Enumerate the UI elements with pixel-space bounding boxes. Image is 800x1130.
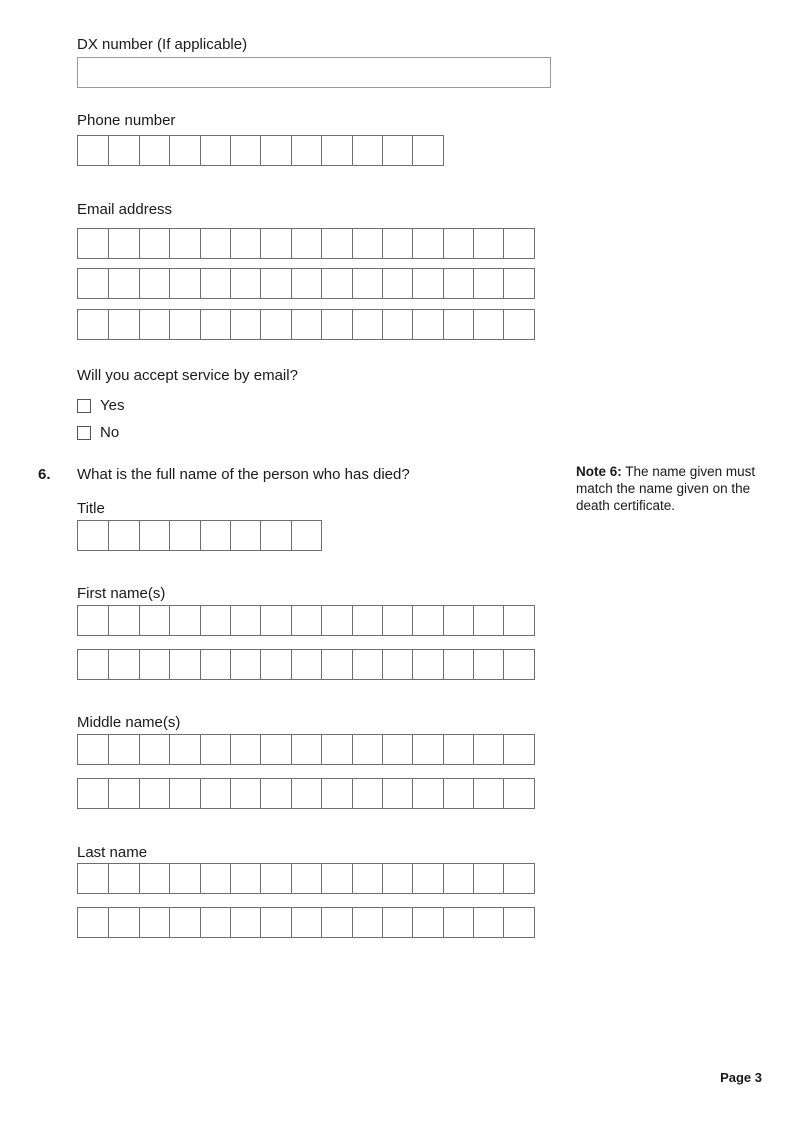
first-names-row-2[interactable] — [77, 649, 535, 680]
char-box[interactable] — [503, 735, 533, 764]
char-box[interactable] — [382, 908, 412, 937]
char-box[interactable] — [200, 229, 230, 258]
char-box[interactable] — [108, 735, 138, 764]
char-box[interactable] — [78, 521, 108, 550]
char-box[interactable] — [443, 908, 473, 937]
char-box[interactable] — [291, 779, 321, 808]
char-box[interactable] — [503, 310, 533, 339]
char-box[interactable] — [412, 136, 442, 165]
char-box[interactable] — [260, 650, 290, 679]
middle-names-label: Middle name(s) — [77, 714, 181, 731]
email-row-3[interactable] — [77, 309, 535, 340]
char-box[interactable] — [412, 779, 442, 808]
char-box[interactable] — [169, 136, 199, 165]
email-row-2[interactable] — [77, 268, 535, 299]
char-box[interactable] — [260, 136, 290, 165]
char-box[interactable] — [200, 606, 230, 635]
char-box[interactable] — [230, 908, 260, 937]
char-box[interactable] — [200, 310, 230, 339]
char-box[interactable] — [473, 735, 503, 764]
last-name-label: Last name — [77, 844, 148, 861]
char-box[interactable] — [412, 310, 442, 339]
char-box[interactable] — [291, 606, 321, 635]
first-names-row-1[interactable] — [77, 605, 535, 636]
char-box[interactable] — [108, 864, 138, 893]
char-box[interactable] — [321, 908, 351, 937]
first-names-label: First name(s) — [77, 585, 166, 602]
char-box[interactable] — [230, 136, 260, 165]
char-box[interactable] — [352, 735, 382, 764]
char-box[interactable] — [291, 521, 321, 550]
char-box[interactable] — [230, 521, 260, 550]
question-text: What is the full name of the person who has died? — [77, 466, 410, 483]
char-box[interactable] — [382, 269, 412, 298]
char-box[interactable] — [169, 269, 199, 298]
middle-names-row-1[interactable] — [77, 734, 535, 765]
char-box[interactable] — [260, 229, 290, 258]
char-box[interactable] — [78, 229, 108, 258]
char-box[interactable] — [260, 779, 290, 808]
char-box[interactable] — [443, 269, 473, 298]
char-box[interactable] — [108, 521, 138, 550]
char-box[interactable] — [169, 735, 199, 764]
char-box[interactable] — [78, 606, 108, 635]
char-box[interactable] — [230, 310, 260, 339]
dx-number-label: DX number (If applicable) — [77, 36, 248, 53]
char-box[interactable] — [473, 269, 503, 298]
note-text: The name given must match the name given on the death certificate. — [576, 464, 756, 513]
char-box[interactable] — [230, 606, 260, 635]
last-name-row-1[interactable] — [77, 863, 535, 894]
char-box[interactable] — [352, 269, 382, 298]
phone-number-boxes[interactable] — [77, 135, 444, 166]
char-box[interactable] — [200, 269, 230, 298]
char-box[interactable] — [78, 779, 108, 808]
char-box[interactable] — [230, 735, 260, 764]
last-name-row-2[interactable] — [77, 907, 535, 938]
char-box[interactable] — [260, 908, 290, 937]
char-box[interactable] — [139, 650, 169, 679]
no-label: No — [100, 424, 120, 441]
char-box[interactable] — [260, 606, 290, 635]
char-box[interactable] — [321, 606, 351, 635]
char-box[interactable] — [382, 650, 412, 679]
dx-number-input[interactable] — [77, 57, 551, 88]
service-by-email-label: Will you accept service by email? — [77, 367, 298, 384]
char-box[interactable] — [473, 908, 503, 937]
char-box[interactable] — [260, 310, 290, 339]
char-box[interactable] — [169, 650, 199, 679]
char-box[interactable] — [200, 650, 230, 679]
char-box[interactable] — [473, 864, 503, 893]
char-box[interactable] — [321, 779, 351, 808]
char-box[interactable] — [503, 779, 533, 808]
char-box[interactable] — [291, 735, 321, 764]
char-box[interactable] — [412, 650, 442, 679]
char-box[interactable] — [139, 864, 169, 893]
char-box[interactable] — [291, 229, 321, 258]
char-box[interactable] — [139, 269, 169, 298]
email-row-1[interactable] — [77, 228, 535, 259]
char-box[interactable] — [443, 229, 473, 258]
char-box[interactable] — [169, 521, 199, 550]
char-box[interactable] — [78, 650, 108, 679]
char-box[interactable] — [443, 864, 473, 893]
char-box[interactable] — [78, 269, 108, 298]
note-title: Note 6: — [576, 464, 622, 479]
char-box[interactable] — [139, 310, 169, 339]
char-box[interactable] — [139, 521, 169, 550]
char-box[interactable] — [352, 136, 382, 165]
char-box[interactable] — [169, 779, 199, 808]
char-box[interactable] — [321, 864, 351, 893]
char-box[interactable] — [260, 521, 290, 550]
char-box[interactable] — [503, 650, 533, 679]
char-box[interactable] — [503, 864, 533, 893]
char-box[interactable] — [291, 908, 321, 937]
char-box[interactable] — [139, 229, 169, 258]
char-box[interactable] — [78, 136, 108, 165]
title-label: Title — [77, 500, 105, 517]
char-box[interactable] — [382, 606, 412, 635]
char-box[interactable] — [352, 908, 382, 937]
char-box[interactable] — [78, 864, 108, 893]
char-box[interactable] — [473, 650, 503, 679]
char-box[interactable] — [473, 310, 503, 339]
char-box[interactable] — [169, 229, 199, 258]
char-box[interactable] — [473, 229, 503, 258]
char-box[interactable] — [169, 908, 199, 937]
char-box[interactable] — [230, 864, 260, 893]
char-box[interactable] — [443, 606, 473, 635]
char-box[interactable] — [78, 908, 108, 937]
title-boxes[interactable] — [77, 520, 322, 551]
char-box[interactable] — [291, 864, 321, 893]
char-box[interactable] — [321, 229, 351, 258]
char-box[interactable] — [321, 310, 351, 339]
char-box[interactable] — [108, 310, 138, 339]
char-box[interactable] — [443, 310, 473, 339]
char-box[interactable] — [443, 735, 473, 764]
char-box[interactable] — [443, 779, 473, 808]
char-box[interactable] — [139, 735, 169, 764]
char-box[interactable] — [200, 864, 230, 893]
char-box[interactable] — [200, 735, 230, 764]
char-box[interactable] — [352, 310, 382, 339]
char-box[interactable] — [382, 864, 412, 893]
char-box[interactable] — [139, 908, 169, 937]
char-box[interactable] — [382, 229, 412, 258]
char-box[interactable] — [321, 650, 351, 679]
char-box[interactable] — [352, 650, 382, 679]
char-box[interactable] — [503, 269, 533, 298]
char-box[interactable] — [443, 650, 473, 679]
char-box[interactable] — [382, 735, 412, 764]
char-box[interactable] — [78, 310, 108, 339]
char-box[interactable] — [230, 779, 260, 808]
email-address-label: Email address — [77, 201, 173, 218]
no-checkbox[interactable] — [77, 426, 91, 440]
char-box[interactable] — [382, 779, 412, 808]
char-box[interactable] — [108, 606, 138, 635]
char-box[interactable] — [352, 864, 382, 893]
page-number: Page 3 — [720, 1070, 762, 1085]
char-box[interactable] — [473, 779, 503, 808]
char-box[interactable] — [200, 779, 230, 808]
char-box[interactable] — [291, 136, 321, 165]
char-box[interactable] — [412, 735, 442, 764]
char-box[interactable] — [412, 606, 442, 635]
char-box[interactable] — [139, 136, 169, 165]
char-box[interactable] — [473, 606, 503, 635]
char-box[interactable] — [321, 735, 351, 764]
char-box[interactable] — [503, 606, 533, 635]
note-6 — [576, 463, 776, 514]
char-box[interactable] — [352, 779, 382, 808]
char-box[interactable] — [108, 229, 138, 258]
phone-number-label: Phone number — [77, 112, 176, 129]
char-box[interactable] — [321, 136, 351, 165]
char-box[interactable] — [230, 269, 260, 298]
char-box[interactable] — [78, 735, 108, 764]
service-yes-option[interactable] — [77, 397, 124, 415]
char-box[interactable] — [382, 136, 412, 165]
char-box[interactable] — [291, 269, 321, 298]
char-box[interactable] — [321, 269, 351, 298]
char-box[interactable] — [412, 229, 442, 258]
char-box[interactable] — [108, 779, 138, 808]
yes-checkbox[interactable] — [77, 399, 91, 413]
char-box[interactable] — [200, 521, 230, 550]
char-box[interactable] — [412, 908, 442, 937]
char-box[interactable] — [139, 606, 169, 635]
char-box[interactable] — [291, 650, 321, 679]
char-box[interactable] — [260, 269, 290, 298]
char-box[interactable] — [139, 779, 169, 808]
char-box[interactable] — [412, 864, 442, 893]
service-no-option[interactable] — [77, 424, 119, 442]
char-box[interactable] — [352, 606, 382, 635]
char-box[interactable] — [260, 864, 290, 893]
char-box[interactable] — [169, 606, 199, 635]
char-box[interactable] — [503, 229, 533, 258]
char-box[interactable] — [200, 136, 230, 165]
char-box[interactable] — [230, 650, 260, 679]
char-box[interactable] — [108, 908, 138, 937]
char-box[interactable] — [352, 229, 382, 258]
char-box[interactable] — [412, 269, 442, 298]
char-box[interactable] — [291, 310, 321, 339]
char-box[interactable] — [260, 735, 290, 764]
char-box[interactable] — [169, 310, 199, 339]
char-box[interactable] — [230, 229, 260, 258]
char-box[interactable] — [169, 864, 199, 893]
char-box[interactable] — [108, 269, 138, 298]
char-box[interactable] — [382, 310, 412, 339]
char-box[interactable] — [200, 908, 230, 937]
char-box[interactable] — [108, 650, 138, 679]
question-number: 6. — [38, 466, 51, 483]
char-box[interactable] — [503, 908, 533, 937]
yes-label: Yes — [100, 397, 125, 414]
middle-names-row-2[interactable] — [77, 778, 535, 809]
char-box[interactable] — [108, 136, 138, 165]
